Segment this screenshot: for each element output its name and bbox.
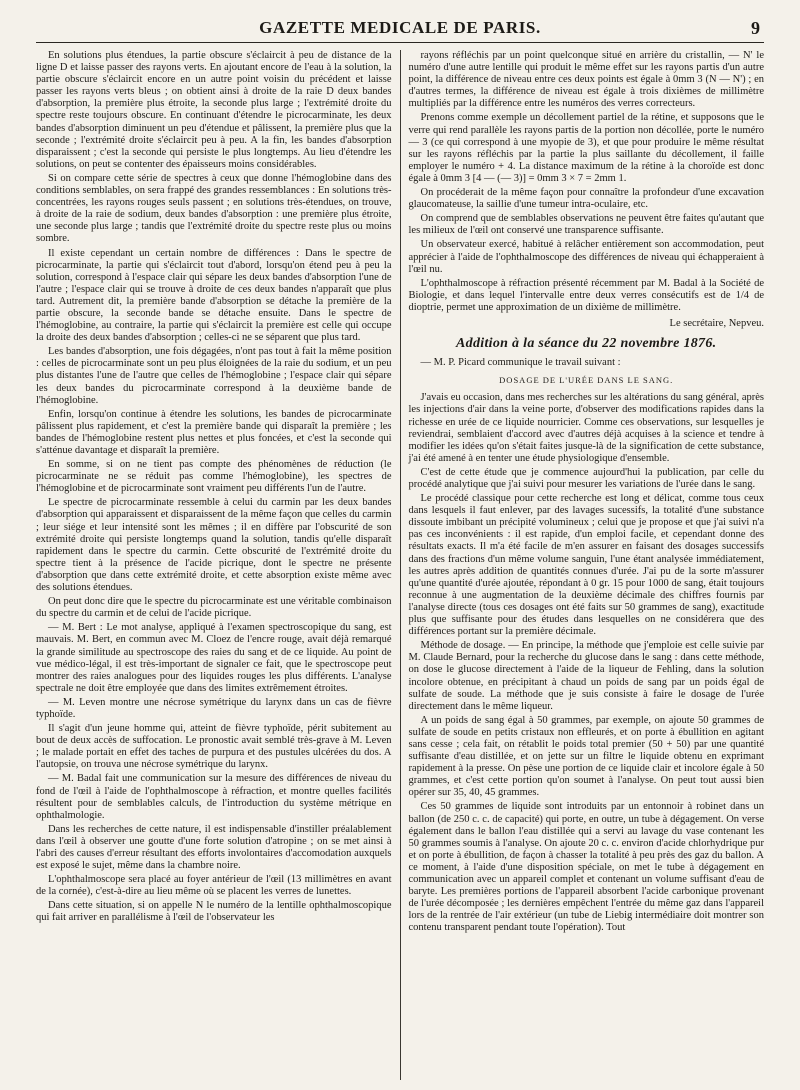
paragraph: Le spectre de picrocarminate ressemble à celui du carmin par les deux bandes d'absorption qui apparaissent et disparaissent de la même façon que celles du carmin ; leur siége et leur intensité sont les mêmes ; il en diffère par l'obscurité de son extrémité droite qui persiste longtemps quand la solution, tandis qu'elle disparaît rapidement dans le spectre du carmin. Cette obscurité de l'extrémité droite du spectre tient à la présence de l'acide picrique, dont le spectre ne présente d'absorption que dans cette extrémité droite, et cette absorption existe même avec des solutions étendues.	[36, 497, 392, 594]
journal-title: GAZETTE MEDICALE DE PARIS.	[259, 18, 541, 37]
subsection-title: DOSAGE DE L'URÉE DANS LE SANG.	[499, 375, 674, 386]
paragraph: L'ophthalmoscope à réfraction présenté récemment par M. Badal à la Société de Biologie, et dans lequel l'intervalle entre deux verres consécutifs est de 1/4 de dioptrie, permet une approximation de un dixième de millimètre.	[408, 277, 764, 313]
paragraph: Méthode de dosage. — En principe, la méthode que j'emploie est celle suivie par M. Claude Bernard, pour la recherche du glucose dans le sang : dans cette méthode, on dose le glucose directement à l'aide de la liqueur de Fehling, dans la solution incolore obtenue, en précipitant à chaud un poids de sang par un poids égal de sulfate de soude. La méthode que je suis consiste à faire le dosage de l'urée directement dans le même liqueur.	[408, 640, 764, 712]
paragraph: Le procédé classique pour cette recherche est long et délicat, comme tous ceux dans lesquels il faut enlever, par des lavages sucessifs, la totalité d'une substance dissoute imbibant un précipité volumineux ; celui que je propose et que j'ai suivi n'a pas ces inconvénients : il est rapide, d'un emploi facile, et cependant donne des résultats exacts. Il m'a été facile de m'en assurer en faisant des dosages successifs dans des fractions d'un même volume sanguin, l'une étant analysée immédiatement, les autres après addition de quantités connues d'urée. J'ai pu de la sorte m'assurer qu'une quantité d'urée ajoutée, répondant à 0 gr. 15 pour 1000 de sang, était toujours reconnue à une augmentation de la deuxième décimale des chiffres fournis par l'analyse directe (tous ces dosages ont été faits sur 50 grammes de sang), exactitude plus que suffisante pour des études dans lesquelles on ne considérera que des différences portant sur la première décimale.	[408, 493, 764, 638]
paragraph: Les bandes d'absorption, une fois dégagées, n'ont pas tout à fait la même position : celles de picrocarminate sont un peu plus éloignées de la raie du sodium, et un peu plus distantes l'une de l'autre que celles de l'hémoglobine ; l'espace clair qui sépare les deux bandes du picrocarminate correspond à la deuxième bande de l'hémoglobine.	[36, 346, 392, 406]
right-column	[401, 50, 765, 1080]
paragraph: Prenons comme exemple un décollement partiel de la rétine, et supposons que le verre qui rend parallèle les rayons partis de la portion non décollée, porte le numéro — 3 (ce qui correspond à une myopie de 3), et que pour produire le même résultat sur les rayons réfléchis par la partie la plus saillante du décollement, il faille employer le numéro + 4. La distance maximum de la rétine à la choroïde est donc égale à 0mm 3 [4 — (— 3)] = 0mm 3 × 7 = 2mm 1.	[408, 112, 764, 184]
paragraph: Un observateur exercé, habitué à relâcher entièrement son accommodation, peut apprécier à l'aide de l'ophthalmoscope des différences de niveau qui échapperaient à l'œil nu.	[408, 239, 764, 275]
page-number: 9	[751, 18, 760, 38]
paragraph: On peut donc dire que le spectre du picrocarminate est une véritable combinaison du spectre du carmin et de celui de l'acide picrique.	[36, 596, 392, 620]
text-columns	[36, 50, 764, 1080]
section-title: Addition à la séance du 22 novembre 1876.	[456, 336, 717, 352]
paragraph: Ces 50 grammes de liquide sont introduits par un entonnoir à robinet dans un ballon (de 250 c. c. de capacité) qui porte, en outre, un tube à dégagement. On verse également dans le ballon l'eau distillée qui a servi au lavage du vase contenant les 50 grammes soumis à l'analyse. On ajoute 20 c. c. environ d'acide chlorhydrique pur et on porte à ébullition, de façon à chasser la totalité à peu près des gaz du ballon. A ce moment, à l'aide d'une disposition spéciale, on met le tube à dégagement en communication avec un appareil complet et contenant un volume suffisant d'eau de baryte. Les premières portions de l'appareil absorbent l'acide carbonique provenant de l'urée décomposée ; les dernières empêchent l'entrée du même gaz dans l'appareil lors de la rentrée de l'air extérieur (un tube de Liebig intermédiaire doit montrer son contenu transparent pendant toute l'opération). Tout	[408, 801, 764, 934]
presenter-line: — M. P. Picard communique le travail suivant :	[420, 357, 621, 369]
secretary-signature: Le secrétaire, Nepveu.	[669, 317, 764, 329]
paragraph: — M. Badal fait une communication sur la mesure des différences de niveau du fond de l'œil à l'aide de l'ophthalmoscope à réfraction, et montre quelles facilités résultent pour de semblables calculs, de l'introduction du système métrique en ophthalmologie.	[36, 773, 392, 821]
paragraph: Dans les recherches de cette nature, il est indispensable d'instiller préalablement dans l'œil à observer une goutte d'une forte solution d'atropine ; on se met ainsi à l'abri des causes d'erreur résultant des efforts involontaires d'accomodation auxquels est exposé le sujet, même dans la chambre noire.	[36, 823, 392, 872]
paragraph: — M. Leven montre une nécrose symétrique du larynx dans un cas de fièvre typhoïde.	[36, 696, 392, 720]
paragraph: Si on compare cette série de spectres à ceux que donne l'hémoglobine dans des conditions semblables, on sera frappé des grandes ressemblances : En solutions très-concentrées, les rayons rouges seuls passent ; en solutions très-étendues, on trouve, à droite de la raie de sodium, deux bandes d'absorption : une première plus étroite, une seconde plus large ; tandis que l'extrémité droite du spectre reste plus ou moins sombre.	[36, 172, 392, 245]
paragraph: On comprend que de semblables observations ne peuvent être faites qu'autant que les milieux de l'œil ont conservé une transparence suffisante.	[408, 213, 764, 237]
paragraph: C'est de cette étude que je commence aujourd'hui la publication, par celle du procédé analytique que j'ai suivi pour mesurer les variations de l'urée dans le sang.	[408, 466, 764, 490]
paragraph: Dans cette situation, si on appelle N le numéro de la lentille ophthalmoscopique qui fait arriver en parallélisme à l'œil de l'observateur les	[36, 900, 392, 924]
paragraph: On procéderait de la même façon pour connaître la profondeur d'une excavation glaucomateuse, la saillie d'une tumeur intra-oculaire, etc.	[408, 187, 764, 211]
masthead	[36, 12, 764, 43]
paragraph: Il existe cependant un certain nombre de différences : Dans le spectre de picrocarminate, la partie qui s'éclaircit tout d'abord, lorsqu'on étend peu à peu la solution, correspond à l'espace clair qui sépare les deux bandes d'absorption l'une de l'autre ; l'espace clair qui se trouve à droite de ces deux bandes n'apparaît que plus tard. Autrement dit, la première bande d'absorption se détache la première de la partie obscure, la seconde bande se détache ensuite. Dans le spectre de l'hémoglobine, au contraire, la partie qui s'éclaircit la première est celle qui occupe la droite des deux bandes d'absorption ; celles-ci ne se séparent que plus tard.	[36, 247, 392, 344]
left-column	[36, 50, 400, 1080]
paragraph: A un poids de sang égal à 50 grammes, par exemple, on ajoute 50 grammes de sulfate de soude en petits cristaux non effleurés, et on porte à ébullition en agitant sans cesse ; cela fait, on rétablit le poids total premier (50 + 50) par une quantité suffisante d'eau distillée, et on jette sur un filtre le liquide obtenu en exprimant rapidement à la presse. On pèse une portion de ce liquide clair et incolore égale à 50 grammes, et c'est cette portion qu'on soumet à l'analyse. On peut tout aussi bien opérer sur 35, 40, 45 grammes.	[408, 714, 764, 799]
paragraph: J'avais eu occasion, dans mes recherches sur les altérations du sang général, après les injections d'air dans la veine porte, d'observer des modifications rapides dans la richesse en urée de ce liquide nourricier. Comme ces observations, sur lesquelles je reviendrai, semblaient d'accord avec d'autres déjà acquises à la science et tendre à modifier les idées qu'on s'était faites jusque-là de la signification de cette substance, j'ai été amené à en tenter une étude physiologique d'ensemble.	[408, 392, 764, 464]
paragraph: Enfin, lorsqu'on continue à étendre les solutions, les bandes de picrocarminate pâlissent plus rapidement, et c'est la première bande qui disparaît la première ; les bandes de l'hémoglobine restent plus nettes et plus foncées, et c'est la seconde qui s'atténue davantage et disparaît la première.	[36, 408, 392, 456]
paragraph: En solutions plus étendues, la partie obscure s'éclaircit à peu de distance de la ligne D et laisse passer des rayons verts. En ajoutant encore de l'eau à la solution, la partie obscure s'éclaircit encore en un autre point voisin du précédent et laisse passer les rayons verts bleus ; on obtient ainsi à droite de la raie D deux bandes d'absorption, la première plus étroite, la seconde plus large ; l'extrémité droite du spectre reste toujours obscure. En continuant d'étendre le picrocarminate, les deux bandes d'absorption diminuent un peu d'étendue et pâlissent, la première plus que la seconde ; l'extrémité droite s'éclaircit peu à peu. A la fin, les bandes d'absorption disparaissent ; c'est la seconde qui persiste le plus longtemps. Au lieu d'étendre les solutions, on peut se contenter des épaisseurs moins considérables.	[36, 50, 392, 170]
paragraph: En somme, si on ne tient pas compte des phénomènes de réduction (le picrocarminate ne se réduit pas comme l'hémoglobine), les spectres de l'hémoglobine et de picrocarminate sont vraiment peu différents l'un de l'autre.	[36, 459, 392, 495]
paragraph: — M. Bert : Le mot analyse, appliqué à l'examen spectroscopique du sang, est mauvais. M. Bert, en commun avec M. Cloez de l'encre rouge, avait déjà remarqué la grande similitude au spectroscope des raies du sang et de ce liquide. Au point de vue médico-légal, il est très-important de signaler ce fait, que le spectroscope peut montrer des raies analogues pour des liquides rouges les plus différents. L'analyse spectrale ne doit être employée que dans des limites extrêmement étroites.	[36, 622, 392, 694]
paragraph: Il s'agit d'un jeune homme qui, atteint de fièvre typhoïde, périt subitement au bout de deux accès de suffocation. Le pronostic avait semblé très-grave à M. Leven ; le malade portait en effet des taches de purpura et des pustules ulcérées du dos. A l'autopsie, on trouva une nécrose symétrique du larynx.	[36, 723, 392, 771]
paragraph: L'ophthalmoscope sera placé au foyer antérieur de l'œil (13 millimètres en avant de la cornée), c'est-à-dire au lieu même où se placent les verres de lunettes.	[36, 874, 392, 898]
paragraph: rayons réfléchis par un point quelconque situé en arrière du cristallin, — N' le numéro d'une autre lentille qui produit le même effet sur les rayons partis d'un autre point, la différence de niveau entre ces deux points est égale à 0mm 3 (N — N') ; en d'autres termes, la différence de niveau est égale à trois dixièmes de millimètre multipliés par la différence entre les numéros des verres correcteurs.	[408, 50, 764, 110]
